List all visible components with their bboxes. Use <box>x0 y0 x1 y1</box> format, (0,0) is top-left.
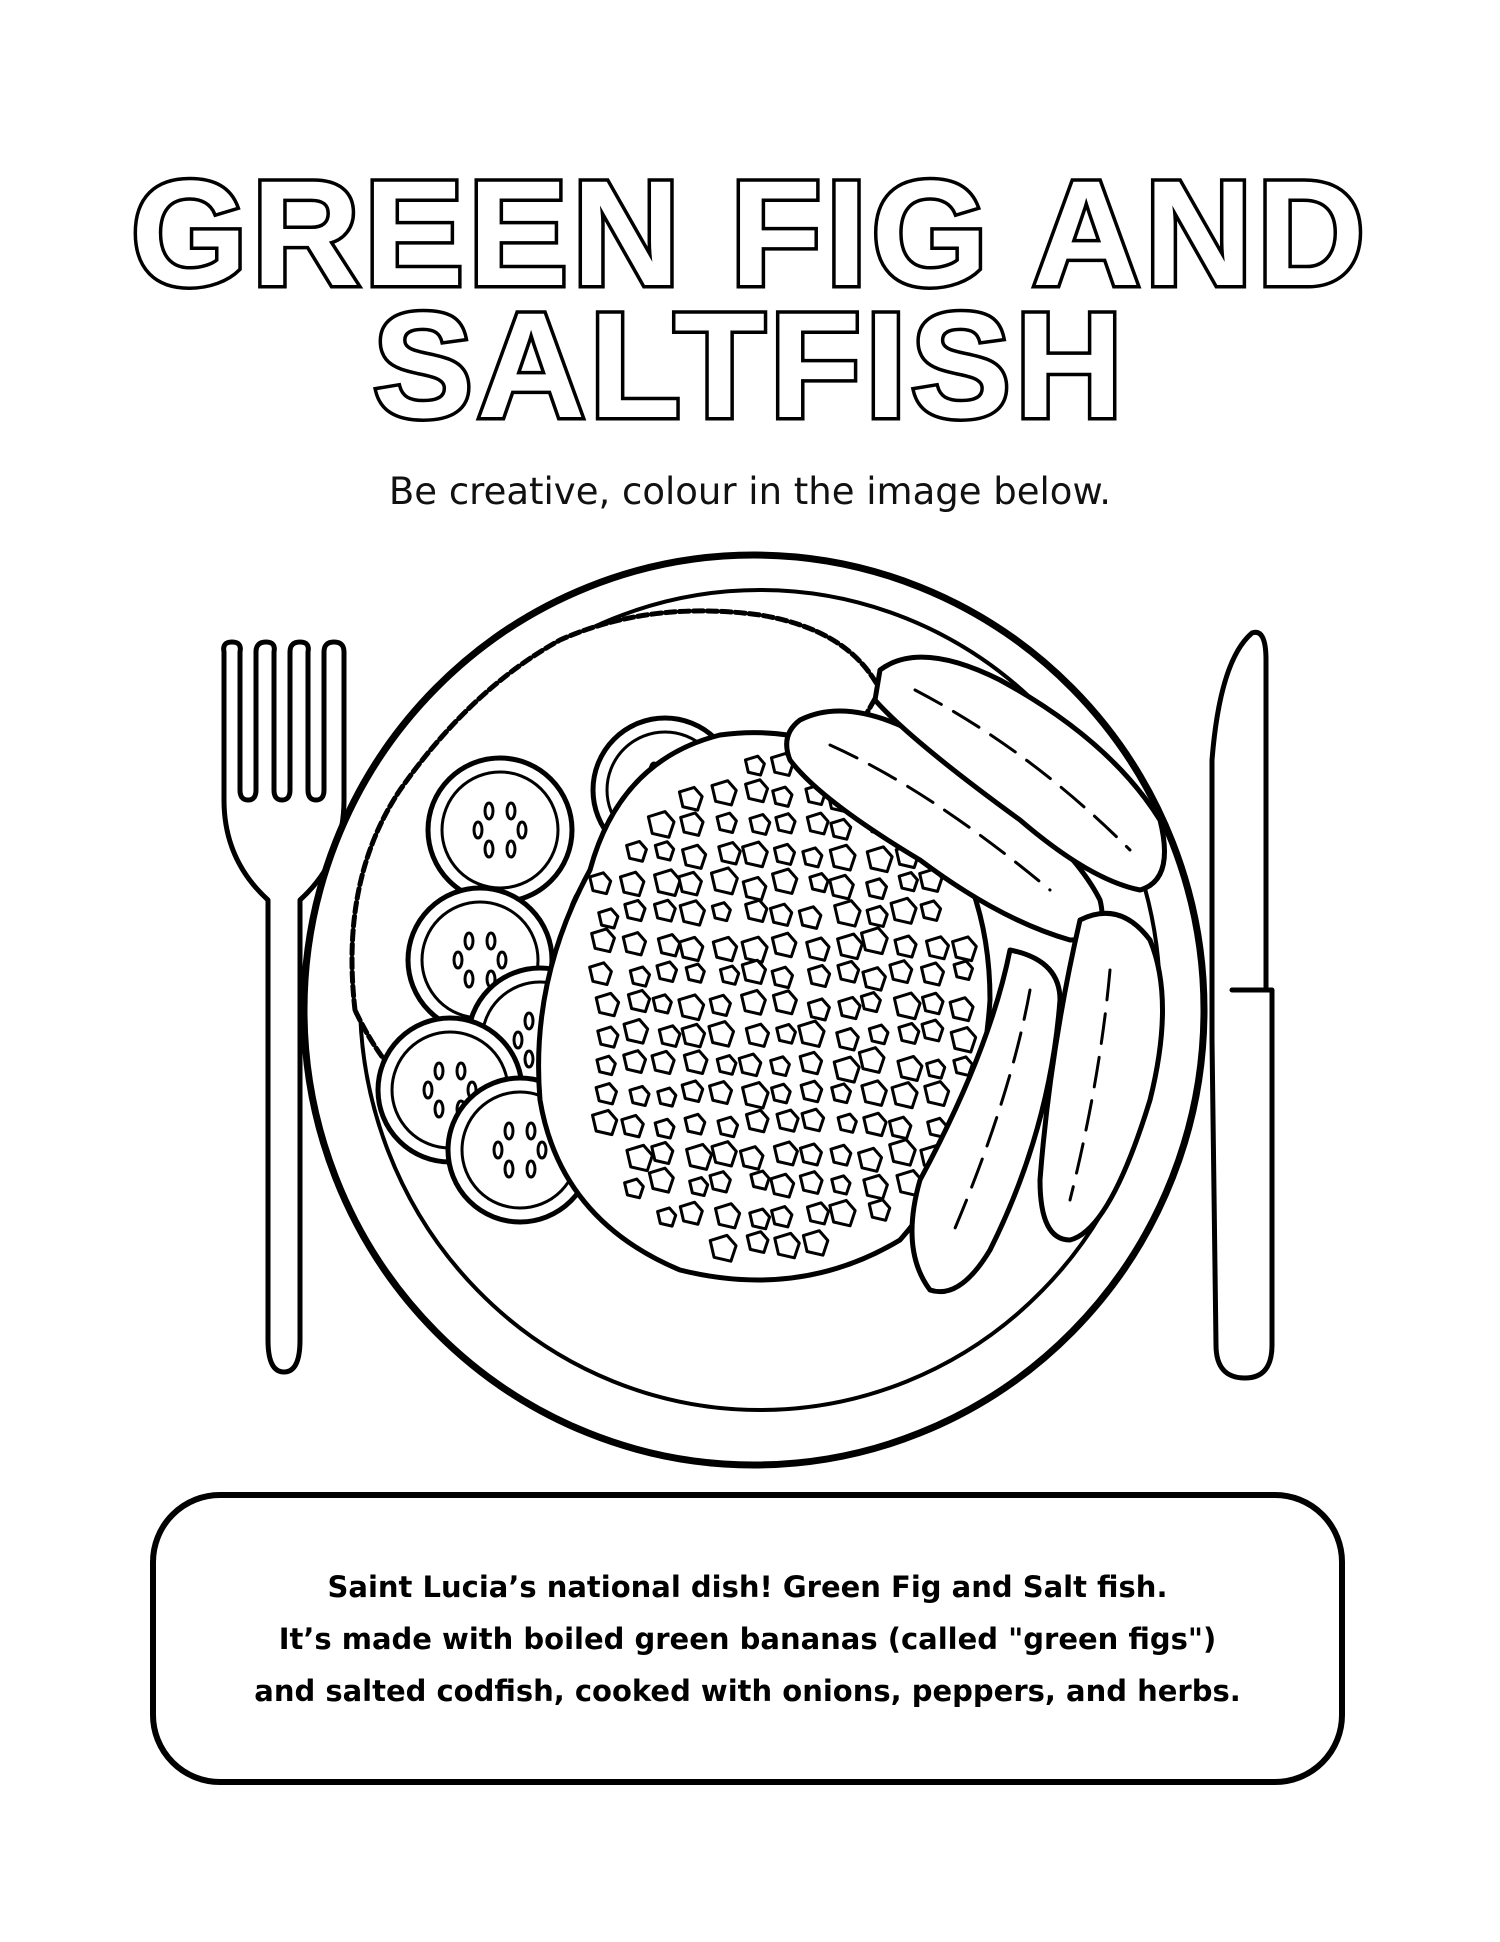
saltfish-chunk <box>861 993 880 1012</box>
saltfish-chunk <box>742 937 767 962</box>
cucumber-seed <box>507 803 515 819</box>
saltfish-chunk <box>747 1232 768 1253</box>
saltfish-chunk <box>655 870 681 896</box>
saltfish-chunk <box>801 1081 822 1102</box>
saltfish-chunk <box>746 900 767 921</box>
saltfish-chunk <box>867 847 892 872</box>
knife-icon <box>1212 632 1272 1378</box>
saltfish-chunk <box>864 1175 888 1199</box>
saltfish-chunk <box>777 1110 798 1131</box>
cucumber-seed <box>538 1142 546 1158</box>
cucumber-seed <box>435 1063 443 1079</box>
info-line-3: and salted codfish, cooked with onions, peppers, and herbs. <box>254 1673 1241 1708</box>
saltfish-chunk <box>774 1142 797 1165</box>
saltfish-chunk <box>830 1200 855 1225</box>
saltfish-chunk <box>624 1051 646 1073</box>
saltfish-chunk <box>680 1202 702 1224</box>
saltfish-chunk <box>686 964 704 982</box>
saltfish-chunk <box>832 1176 850 1194</box>
saltfish-chunk <box>773 869 797 893</box>
saltfish-chunk <box>867 906 887 926</box>
saltfish-chunk <box>682 1081 703 1102</box>
saltfish-chunk <box>712 781 736 805</box>
saltfish-chunk <box>807 1203 828 1224</box>
cucumber-seed <box>518 822 526 838</box>
saltfish-chunk <box>830 845 855 870</box>
saltfish-chunk <box>685 1114 705 1134</box>
saltfish-chunk <box>625 900 645 920</box>
saltfish-chunk <box>921 901 940 920</box>
saltfish-chunk <box>713 937 736 960</box>
saltfish-chunk <box>652 1142 673 1163</box>
saltfish-chunk <box>690 1178 708 1196</box>
saltfish-chunk <box>859 1048 884 1073</box>
saltfish-chunk <box>623 933 645 955</box>
saltfish-chunk <box>799 1021 824 1046</box>
saltfish-chunk <box>620 872 643 895</box>
saltfish-chunk <box>717 813 736 832</box>
saltfish-chunk <box>658 1088 676 1106</box>
title-line-1: GREEN FIG AND <box>130 149 1370 317</box>
saltfish-chunk <box>898 1056 922 1080</box>
saltfish-chunk <box>710 1172 730 1192</box>
saltfish-chunk <box>803 848 822 867</box>
saltfish-chunk <box>899 1023 919 1043</box>
saltfish-chunk <box>925 1082 949 1106</box>
saltfish-chunk <box>683 845 706 868</box>
saltfish-chunk <box>890 961 912 983</box>
saltfish-chunk <box>864 1113 886 1135</box>
saltfish-chunk <box>627 1145 652 1170</box>
info-line-2: It’s made with boiled green bananas (called "green figs") <box>278 1621 1217 1656</box>
saltfish-chunk <box>772 933 796 957</box>
saltfish-chunk <box>709 1022 734 1047</box>
saltfish-chunk <box>777 1024 796 1043</box>
saltfish-chunk <box>926 937 948 959</box>
saltfish-chunk <box>742 990 766 1014</box>
saltfish-chunk <box>598 1027 618 1047</box>
saltfish-chunk <box>859 1148 882 1171</box>
saltfish-chunk <box>953 937 977 961</box>
saltfish-chunk <box>679 787 702 810</box>
saltfish-chunk <box>775 1233 800 1258</box>
saltfish-chunk <box>921 963 943 985</box>
saltfish-chunk <box>681 813 703 835</box>
cucumber-seed <box>454 952 462 968</box>
saltfish-chunk <box>800 1052 821 1073</box>
cucumber-seed <box>505 1123 513 1139</box>
saltfish-chunk <box>773 787 792 806</box>
cucumber-seed <box>527 1123 535 1139</box>
saltfish-chunk <box>807 813 828 834</box>
saltfish-chunk <box>625 1179 644 1198</box>
cucumber-seed <box>474 822 482 838</box>
saltfish-chunk <box>654 900 675 921</box>
saltfish-chunk <box>622 1115 643 1136</box>
cucumber-seed <box>465 933 473 949</box>
saltfish-chunk <box>838 961 859 982</box>
saltfish-chunk <box>687 1144 712 1169</box>
saltfish-chunk <box>680 937 703 960</box>
cucumber-seed <box>494 1142 502 1158</box>
saltfish-chunk <box>895 936 916 957</box>
saltfish-chunk <box>740 1147 763 1170</box>
saltfish-chunk <box>751 1171 769 1189</box>
saltfish-chunk <box>710 1235 736 1261</box>
saltfish-chunk <box>745 756 764 775</box>
saltfish-chunk <box>679 872 702 895</box>
saltfish-chunk <box>746 780 768 802</box>
saltfish-chunk <box>743 1083 769 1109</box>
saltfish-chunk <box>832 1084 851 1103</box>
saltfish-chunk <box>838 934 863 959</box>
saltfish-chunk <box>710 995 730 1015</box>
saltfish-chunk <box>746 1110 768 1132</box>
saltfish-chunk <box>596 993 618 1015</box>
saltfish-chunk <box>808 965 829 986</box>
saltfish-chunk <box>624 1019 648 1043</box>
saltfish-chunk <box>597 1056 615 1074</box>
saltfish-chunk <box>743 842 768 867</box>
saltfish-chunk <box>772 1084 791 1103</box>
saltfish-chunk <box>771 1174 794 1197</box>
saltfish-chunk <box>774 844 794 864</box>
saltfish-chunk <box>593 1110 617 1134</box>
saltfish-chunk <box>834 1057 859 1082</box>
saltfish-chunk <box>746 1024 768 1046</box>
saltfish-chunk <box>655 842 673 860</box>
saltfish-chunk <box>802 1109 824 1131</box>
cucumber-seed <box>485 803 493 819</box>
cucumber-seed <box>507 841 515 857</box>
cucumber-rind <box>442 772 558 888</box>
saltfish-chunk <box>596 1084 616 1104</box>
saltfish-chunk <box>835 901 860 926</box>
saltfish-chunk <box>772 1207 792 1227</box>
saltfish-chunk <box>630 967 649 986</box>
saltfish-chunk <box>889 1117 910 1138</box>
saltfish-chunk <box>771 1057 790 1076</box>
saltfish-chunk <box>922 1020 943 1041</box>
saltfish-chunk <box>799 907 821 929</box>
saltfish-chunk <box>652 1051 674 1073</box>
saltfish-chunk <box>869 1025 888 1044</box>
saltfish-chunk <box>862 1081 887 1106</box>
cucumber-seed <box>457 1063 465 1079</box>
saltfish-chunk <box>894 993 920 1019</box>
cucumber-seed <box>525 1051 533 1067</box>
saltfish-chunk <box>682 1024 705 1047</box>
saltfish-chunk <box>808 999 829 1020</box>
title-line-2: SALTFISH <box>372 281 1128 449</box>
saltfish-chunk <box>863 968 886 991</box>
saltfish-chunk <box>599 909 618 928</box>
saltfish-chunk <box>954 961 972 979</box>
saltfish-chunk <box>658 1208 676 1226</box>
saltfish-chunk <box>648 812 674 838</box>
saltfish-chunk <box>800 1172 822 1194</box>
cucumber-seed <box>435 1101 443 1117</box>
saltfish-chunk <box>710 1082 732 1104</box>
saltfish-chunk <box>716 1204 740 1228</box>
saltfish-chunk <box>657 962 677 982</box>
saltfish-chunk <box>950 998 973 1021</box>
saltfish-chunk <box>711 868 737 894</box>
saltfish-chunk <box>776 814 795 833</box>
saltfish-chunk <box>750 1209 770 1229</box>
saltfish-chunk <box>838 1114 856 1132</box>
saltfish-chunk <box>684 1051 707 1074</box>
saltfish-chunk <box>831 1145 851 1165</box>
saltfish-chunk <box>659 1026 680 1047</box>
info-box <box>150 1492 1345 1785</box>
saltfish-chunk <box>718 1117 738 1137</box>
saltfish-chunk <box>679 995 704 1020</box>
saltfish-chunk <box>680 901 704 925</box>
saltfish-chunk <box>653 995 671 1013</box>
saltfish-chunk <box>772 967 792 987</box>
saltfish-chunk <box>773 991 796 1014</box>
saltfish-chunk <box>739 1054 761 1076</box>
saltfish-chunk <box>810 874 828 892</box>
cucumber-seed <box>487 933 495 949</box>
saltfish-chunk <box>807 938 829 960</box>
saltfish-chunk <box>831 819 851 839</box>
saltfish-chunk <box>891 898 916 923</box>
cucumber-seed <box>525 1013 533 1029</box>
saltfish-chunk <box>717 1056 736 1075</box>
saltfish-chunk <box>869 1200 890 1221</box>
saltfish-chunk <box>630 1086 649 1105</box>
saltfish-chunk <box>803 1231 827 1255</box>
cucumber-seed <box>465 971 473 987</box>
saltfish-chunk <box>658 935 679 956</box>
saltfish-chunk <box>720 966 738 984</box>
saltfish-chunk <box>830 875 854 899</box>
info-line-1: Saint Lucia’s national dish! Green Fig and Salt fish. <box>327 1569 1168 1604</box>
subtitle: Be creative, colour in the image below. <box>388 470 1112 513</box>
saltfish-chunk <box>890 1140 916 1166</box>
saltfish-chunk <box>627 841 647 861</box>
saltfish-chunk <box>592 929 615 952</box>
saltfish-chunk <box>927 1060 945 1078</box>
cucumber-seed <box>424 1082 432 1098</box>
saltfish-chunk <box>892 1083 917 1108</box>
cucumber-seed <box>527 1161 535 1177</box>
saltfish-chunk <box>922 993 943 1014</box>
saltfish-chunk <box>750 815 770 835</box>
saltfish-chunk <box>899 873 917 891</box>
saltfish-chunk <box>712 1142 736 1166</box>
saltfish-chunk <box>951 1028 976 1053</box>
saltfish-chunk <box>590 873 611 894</box>
saltfish-chunk <box>649 1168 673 1192</box>
saltfish-chunk <box>839 997 860 1018</box>
cucumber-seed <box>514 1032 522 1048</box>
saltfish-chunk <box>628 990 649 1011</box>
cucumber-seed <box>505 1161 513 1177</box>
saltfish-chunk <box>862 928 888 954</box>
saltfish-chunk <box>742 960 765 983</box>
saltfish-chunk <box>837 1028 859 1050</box>
saltfish-chunk <box>712 903 730 921</box>
saltfish-chunk <box>800 1144 821 1165</box>
saltfish-chunk <box>867 879 887 899</box>
saltfish-chunk <box>719 842 741 864</box>
cucumber-seed <box>498 952 506 968</box>
saltfish-chunk <box>770 904 791 925</box>
saltfish-chunk <box>655 1119 674 1138</box>
cucumber-seed <box>485 841 493 857</box>
saltfish-chunk <box>590 963 612 985</box>
saltfish-chunk <box>743 877 766 900</box>
